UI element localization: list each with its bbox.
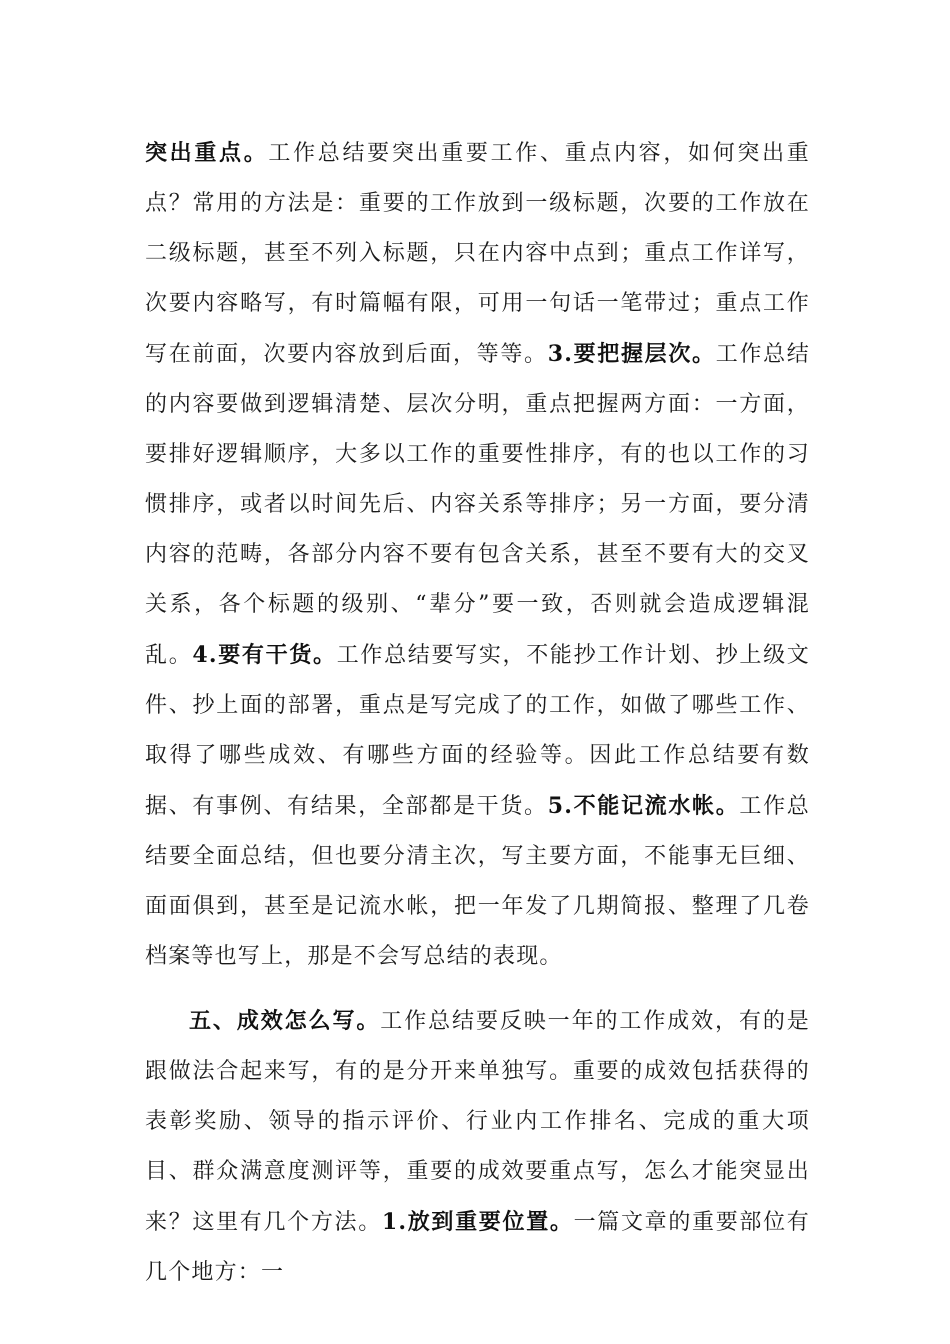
text-substance: 工作总结要写实，不能抄工作计划、抄上级文件、抄上面的部署，重点是写完成了的工作，如做了哪些工作、取得了哪些成效、有哪些方面的经验等。因此工作总结要有数据、有事例、有结果，全部都是干货。 <box>145 643 810 819</box>
heading-results: 五、成效怎么写。 <box>189 1008 381 1034</box>
text-results: 工作总结要反映一年的工作成效，有的是跟做法合起来写，有的是分开来单独写。重要的成效包括获得的表彰奖励、领导的指示评价、行业内工作排名、完成的重大项目、群众满意度测评等，重要的成效要重点写，怎么才能突显出来？这里有几个方法。 <box>145 1009 810 1235</box>
heading-important-position: 1.放到重要位置。 <box>381 1209 574 1235</box>
heading-substance: 4.要有干货。 <box>192 642 337 668</box>
paragraph-highlight-key-points <box>145 128 810 982</box>
heading-no-running-account: 5.不能记流水帐。 <box>547 793 740 819</box>
text-no-running-account: 工作总结要全面总结，但也要分清主次，写主要方面，不能事无巨细、面面俱到，甚至是记流水帐，把一年发了几期简报、整理了几卷档案等也写上，那是不会写总结的表现。 <box>145 794 810 969</box>
document-body <box>145 128 810 1298</box>
paragraph-results <box>145 996 810 1298</box>
text-important-position: 一篇文章的重要部位有几个地方：一 <box>145 1210 810 1285</box>
heading-grasp-levels: 3.要把握层次。 <box>547 341 716 367</box>
text-grasp-levels: 工作总结的内容要做到逻辑清楚、层次分明，重点把握两方面：一方面，要排好逻辑顺序，大多以工作的重要性排序，有的也以工作的习惯排序，或者以时间先后、内容关系等排序；另一方面，要分清内容的范畴，各部分内容不要有包含关系，甚至不要有大的交叉关系，各个标题的级别、“辈分”要一致，否则就会造成逻辑混乱。 <box>145 342 810 668</box>
text-highlight-key-points: 工作总结要突出重要工作、重点内容，如何突出重点？常用的方法是：重要的工作放到一级标题，次要的工作放在二级标题，甚至不列入标题，只在内容中点到；重点工作详写，次要内容略写，有时篇幅有限，可用一句话一笔带过；重点工作写在前面，次要内容放到后面，等等。 <box>145 141 810 367</box>
heading-highlight-key-points: 突出重点。 <box>145 140 269 166</box>
